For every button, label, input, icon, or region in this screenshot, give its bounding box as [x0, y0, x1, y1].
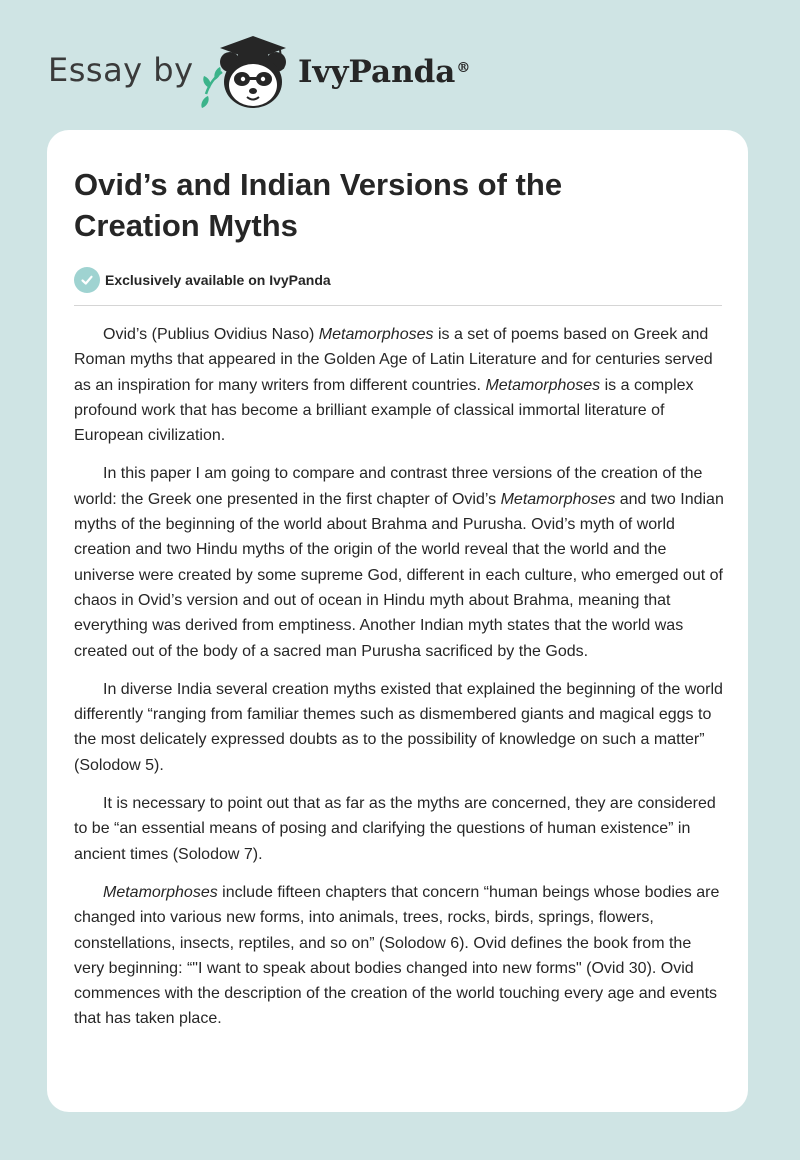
essay-paragraph [74, 880, 724, 1032]
panda-mascot-icon [200, 32, 296, 112]
paragraph-text: Ovid’s (Publius Ovidius Naso) [103, 326, 319, 343]
italic-text: Metamorphoses [103, 883, 218, 901]
essay-body [74, 322, 724, 1032]
site-logo[interactable] [48, 32, 528, 112]
essay-paragraph [74, 461, 724, 663]
check-icon [74, 267, 100, 293]
italic-text: Metamorphoses [485, 376, 601, 394]
paragraph-text: In diverse India several creation myths existed that explained the beginning of the world differently “ranging from familiar themes such as dismembered giants and magical eggs to the most delicately expressed doubts as to the possibility of knowledge on such a matter” (Solodow 5). [74, 680, 723, 774]
essay-card [47, 130, 748, 1112]
italic-text: Metamorphoses [318, 326, 434, 343]
essay-paragraph [74, 322, 724, 448]
logo-prefix: Essay by [48, 51, 194, 89]
badge-label: Exclusively available on IvyPanda [105, 272, 331, 288]
logo-brand [298, 52, 470, 92]
paragraph-text: is a complex profound work that has become a brilliant example of classical immortal literature of European civilization. [74, 376, 694, 445]
paragraph-text: and two Indian myths of the beginning of the world about Brahma and Purusha. Ovid’s myth of world creation and two Hindu myths of the origin of the world reveal that the world and the universe were created by some supreme God, different in each culture, who emerged out of chaos in Ovid’s version and out of ocean in Hindu myth about Brahma, meaning that everything was derived from emptiness. Another Indian myth states that the world was created out of the body of a sacred man Purusha sacrificed by the Gods. [74, 490, 724, 660]
essay-paragraph [74, 677, 724, 778]
essay-paragraph [74, 791, 724, 867]
divider [74, 305, 722, 306]
exclusive-badge [74, 267, 722, 293]
paragraph-text: In this paper I am going to compare and contrast three versions of the creation of the world: the Greek one presented in the first chapter of Ovid’s [74, 465, 703, 508]
paragraph-text: include fifteen chapters that concern “human beings whose bodies are changed into various new forms, into animals, trees, rocks, birds, springs, flowers, constellations, insects, reptiles, and so on” (Solodow 6). Ovid defines the book from the very beginning: “"I want to speak about bodies changed into new forms" (Ovid 30). Ovid commences with the description of the creation of the world touching every age and events that has taken place. [74, 883, 720, 1028]
paragraph-text: is a set of poems based on Greek and Roman myths that appeared in the Golden Age of Latin Literature and for centuries served as an inspiration for many writers from different countries. [74, 326, 713, 394]
essay-title: Ovid’s and Indian Versions of the Creation Myths [74, 167, 563, 243]
registered-mark: ® [456, 60, 471, 76]
paragraph-text: It is necessary to point out that as far as the myths are concerned, they are considered to be “an essential means of posing and clarifying the questions of human existence” in ancient times (Solodow 7). [74, 795, 716, 863]
italic-text: Metamorphoses [500, 490, 616, 508]
logo-brand-name: IvyPanda [298, 54, 456, 90]
